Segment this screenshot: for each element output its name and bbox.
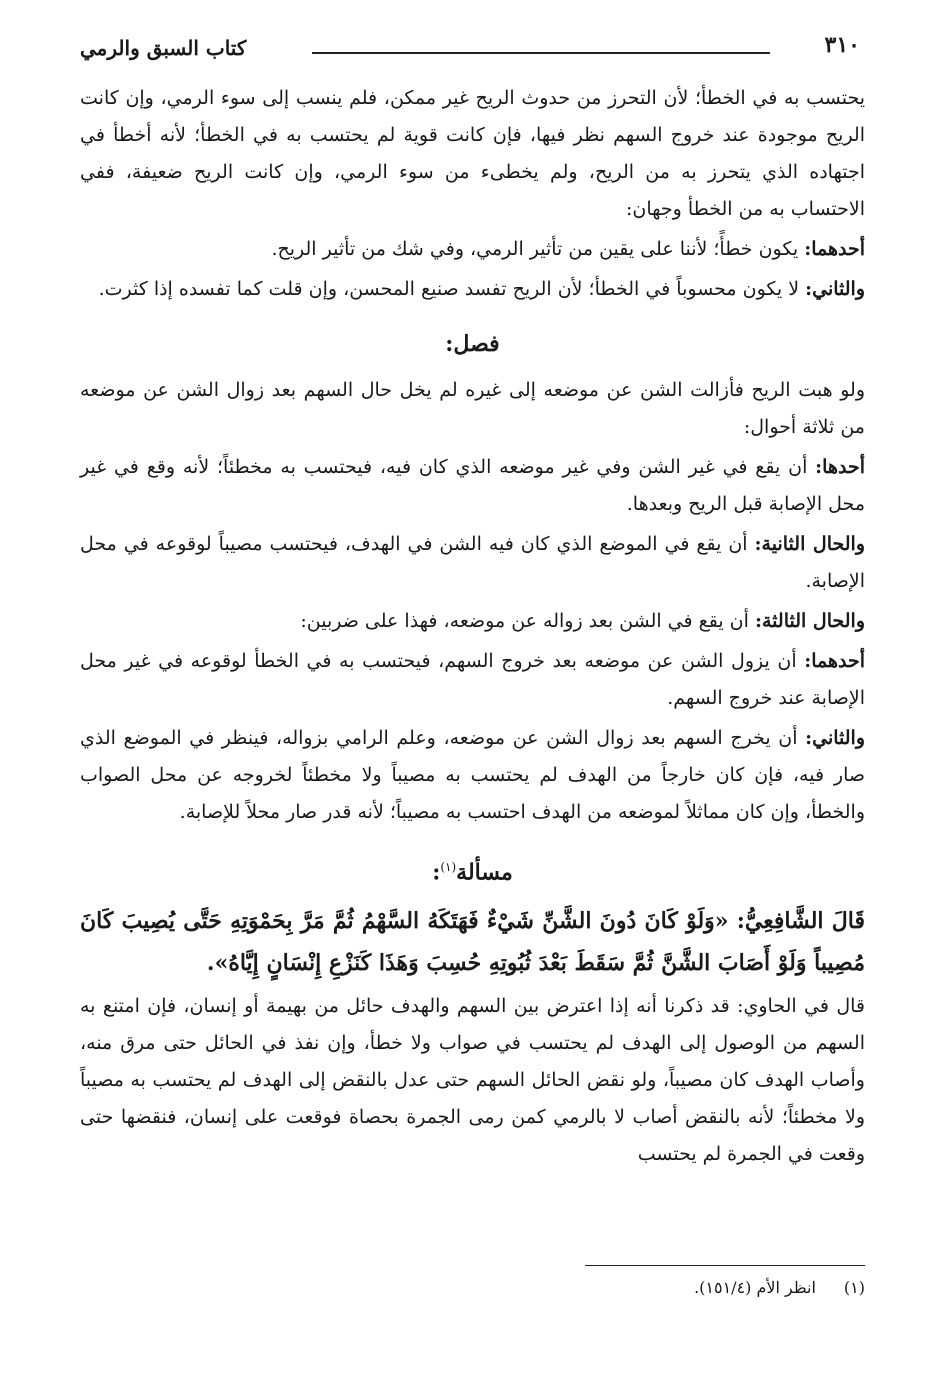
paragraph-lead: أحدهما: bbox=[804, 650, 865, 672]
running-header bbox=[80, 32, 860, 72]
section-heading-masala: مسألة$^{(١)}$: bbox=[432, 859, 513, 886]
footnote-rule bbox=[585, 1265, 865, 1266]
page-number: ٣١٠ bbox=[824, 32, 860, 58]
paragraph: والحال الثالثة: أن يقع في الشن بعد زواله عن موضعه، فهذا على ضربين: bbox=[300, 610, 865, 632]
header-rule bbox=[312, 52, 770, 54]
paragraph-lead: والثاني: bbox=[805, 278, 865, 300]
footnote-ref: (١) bbox=[440, 860, 457, 874]
paragraph: والثاني: أن يخرج السهم بعد زوال الشن عن موضعه، وعلم الرامي بزواله، فينظر في الموضع الذي صار فيه، فإن كان خارجاً من الهدف لم يحتسب به مصيباً ولا مخطئاً لخروجه عن محل الصواب والخطأ، وإن كان مماثلاً لموضعه من الهدف احتسب به مصيباً؛ لأنه قدر صار محلاً للإصابة. bbox=[80, 727, 865, 823]
paragraph: ولو هبت الريح فأزالت الشن عن موضعه إلى غيره لم يخل حال السهم بعد زوال الشن عن موضعه من ثلاثة أحوال: bbox=[80, 379, 865, 438]
paragraph: يحتسب به في الخطأ؛ لأن التحرز من حدوث الريح غير ممكن، فلم ينسب إلى سوء الرمي، وإن كانت الريح موجودة عند خروج السهم نظر فيها، فإن كانت قوية لم يحتسب به في الخطأ؛ لأنه أخطأ في اجتهاده الذي يتحرز به من الريح، ولم يخطىء من سوء الرمي، وإن كانت الريح ضعيفة، ففي الاحتساب به من الخطأ وجهان: bbox=[80, 87, 865, 220]
footnote-text: انظر الأم (١٥١/٤). bbox=[694, 1278, 816, 1297]
footnote bbox=[694, 1278, 865, 1297]
paragraph: والثاني: لا يكون محسوباً في الخطأ؛ لأن الريح تفسد صنيع المحسن، وإن قلت كما تفسده إذا كثرت. bbox=[98, 278, 865, 300]
section-heading-fasl: فصل: bbox=[445, 331, 500, 357]
page-body bbox=[80, 80, 865, 1173]
paragraph: أحدهما: أن يزول الشن عن موضعه بعد خروج السهم، فيحتسب به في الخطأ لوقوعه في غير محل الإصابة عند خروج السهم. bbox=[80, 650, 865, 709]
footnote-number: (١) bbox=[843, 1278, 865, 1297]
book-title: كتاب السبق والرمي bbox=[80, 36, 247, 60]
shafii-quote: قَالَ الشَّافِعِيُّ: «وَلَوْ كَانَ دُونَ الشَّنِّ شَيْءٌ فَهَتَكَهُ السَّهْمُ ثُمَّ مَرَّ بِحَمْوَتِهِ حَتَّى يُصِيبَ كَانَ مُصِيباً وَلَوْ أَصَابَ الشَّنَّ ثُمَّ سَقَطَ بَعْدَ ثُبُوتِهِ حُسِبَ وَهَذَا كَنَزْعِ إِنْسَانٍ إِيَّاهُ». bbox=[80, 908, 865, 977]
paragraph-lead: أحدها: bbox=[815, 456, 865, 478]
paragraph: والحال الثانية: أن يقع في الموضع الذي كان فيه الشن في الهدف، فيحتسب مصيباً لوقوعه في محل الإصابة. bbox=[80, 533, 865, 592]
paragraph-lead: والحال الثانية: bbox=[754, 533, 865, 555]
paragraph-lead: والحال الثالثة: bbox=[754, 610, 865, 632]
paragraph-lead: أحدهما: bbox=[804, 238, 865, 260]
paragraph: أحدها: أن يقع في غير الشن وفي غير موضعه الذي كان فيه، فيحتسب به مخطئاً؛ لأنه وقع في غير محل الإصابة قبل الريح وبعدها. bbox=[80, 456, 865, 515]
paragraph-lead: والثاني: bbox=[805, 727, 865, 749]
paragraph: قال في الحاوي: قد ذكرنا أنه إذا اعترض بين السهم والهدف حائل من بهيمة أو إنسان، فإن امتنع به السهم من الوصول إلى الهدف لم يحتسب في صواب ولا خطأ، وإن نفذ في الحائل حتى مرق منه، وأصاب الهدف كان مصيباً، ولو نقض الحائل السهم حتى عدل بالنقض إلى الهدف لم يحتسب به مصيباً ولا مخطئاً؛ لأنه بالنقض أصاب لا بالرمي كمن رمى الجمرة بحصاة فوقعت على إنسان، فنقضها حتى وقعت في الجمرة لم يحتسب bbox=[80, 995, 865, 1166]
paragraph: أحدهما: يكون خطأً؛ لأننا على يقين من تأثير الرمي، وفي شك من تأثير الريح. bbox=[271, 238, 865, 260]
